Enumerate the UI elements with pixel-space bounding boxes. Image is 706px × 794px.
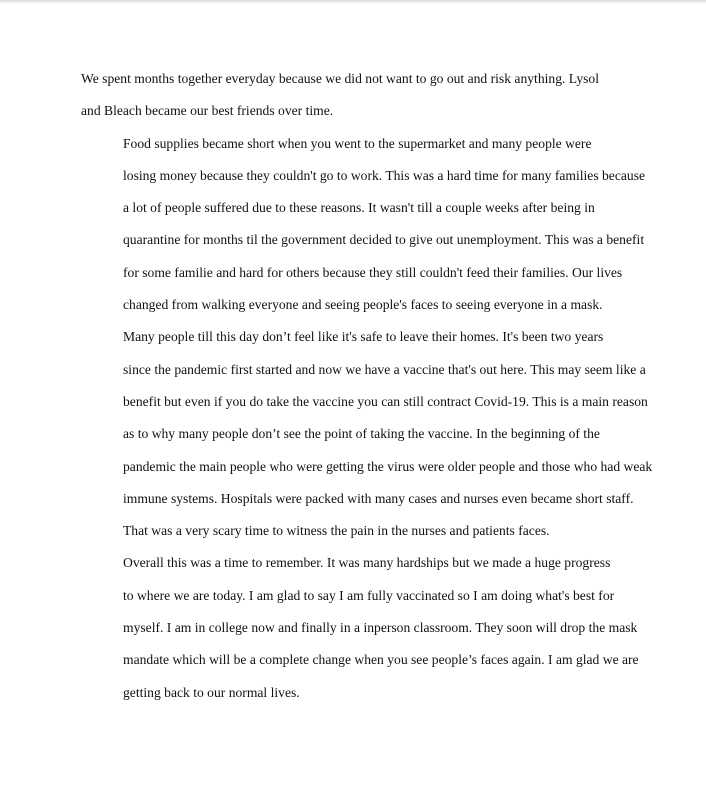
text-line: for some familie and hard for others because they still couldn't feed their families. Our lives	[123, 264, 623, 280]
page-top-edge	[0, 0, 706, 4]
text-line: changed from walking everyone and seeing people's faces to seeing everyone in a mask.	[123, 297, 603, 313]
text-line: We spent months together everyday because we did not want to go out and risk anything. Lysol	[81, 71, 600, 86]
text-line: a lot of people suffered due to these reasons. It wasn't till a couple weeks after being in	[123, 200, 595, 216]
paragraph-4	[81, 547, 639, 708]
document-body	[81, 63, 653, 709]
text-line: to where we are today. I am glad to say I am fully vaccinated so I am doing what's best for	[123, 587, 615, 603]
text-line: quarantine for months til the government decided to give out unemployment. This was a benefit	[123, 232, 645, 248]
text-line: losing money because they couldn't go to work. This was a hard time for many families because	[123, 167, 646, 183]
paragraph-2	[81, 128, 646, 322]
paragraph-1	[81, 63, 626, 128]
text-line: since the pandemic first started and now we have a vaccine that's out here. This may seem like a	[123, 361, 646, 377]
text-line: Food supplies became short when you went to the supermarket and many people were	[123, 135, 592, 151]
text-line: benefit but even if you do take the vaccine you can still contract Covid-19. This is a main reason	[123, 393, 648, 409]
text-line: immune systems. Hospitals were packed with many cases and nurses even became short staff.	[123, 490, 634, 506]
text-line: myself. I am in college now and finally in a inperson classroom. They soon will drop the mask	[123, 620, 638, 636]
text-line: mandate which will be a complete change when you see people’s faces again. I am glad we are	[123, 652, 639, 668]
text-line: That was a very scary time to witness the pain in the nurses and patients faces.	[123, 523, 550, 539]
text-line: and Bleach became our best friends over time.	[81, 103, 334, 119]
text-line: pandemic the main people who were getting the virus were older people and those who had weak	[123, 458, 653, 474]
text-line: Overall this was a time to remember. It was many hardships but we made a huge progress	[123, 555, 611, 571]
text-line: Many people till this day don’t feel like it's safe to leave their homes. It's been two years	[123, 329, 604, 345]
text-line: as to why many people don’t see the point of taking the vaccine. In the beginning of the	[123, 426, 600, 442]
text-line: getting back to our normal lives.	[123, 684, 300, 700]
paragraph-3	[81, 321, 653, 547]
